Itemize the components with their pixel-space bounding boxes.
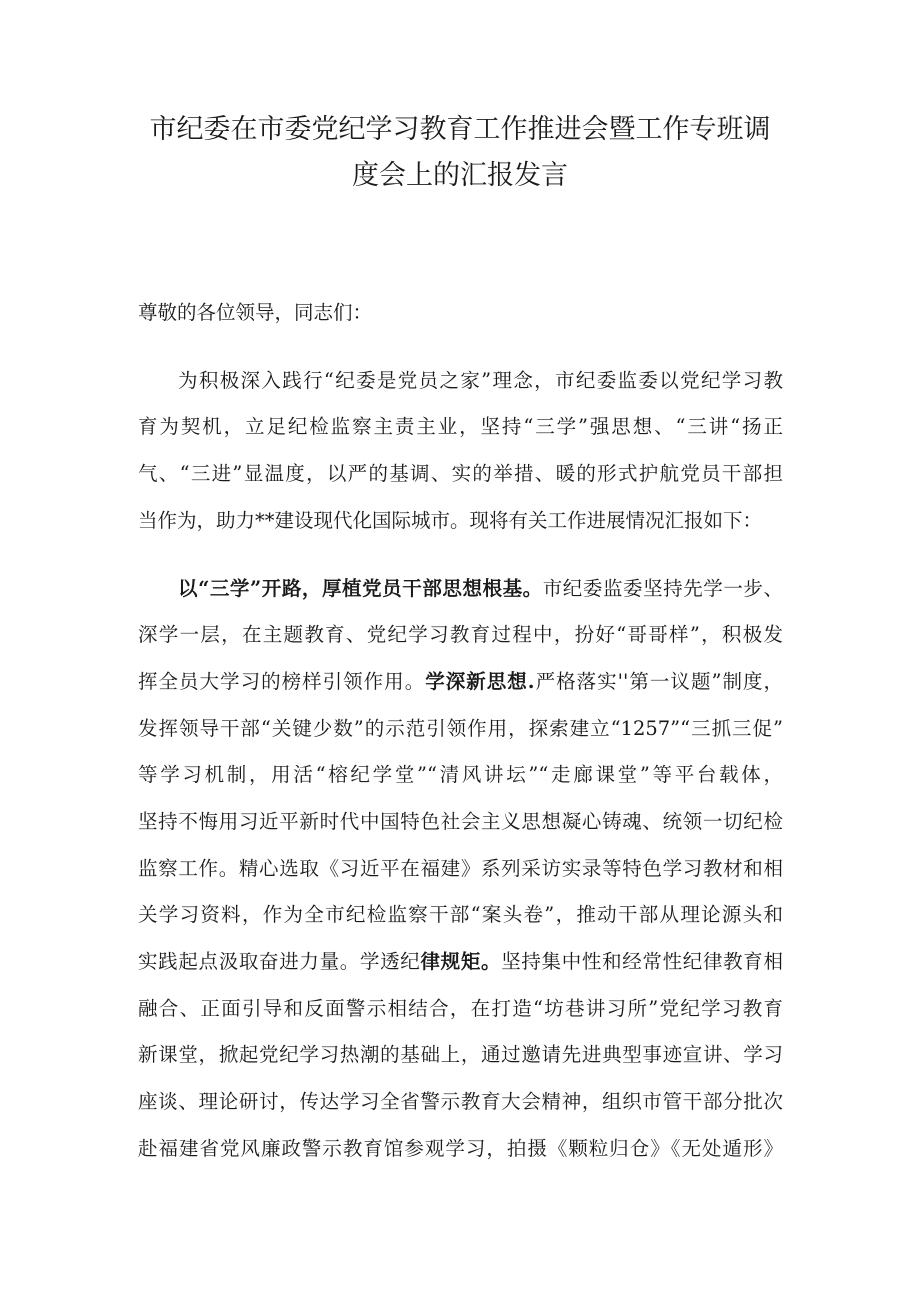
section1-line-9-post: 坚持集中性和经常性纪律教育相 — [501, 950, 783, 973]
section1-line-3-pre: 挥全员大学习的榜样引领作用。 — [138, 670, 426, 693]
document-title-line-2: 度会上的汇报发言 — [352, 160, 568, 191]
intro-line-3: 气、“三进”显温度，以严的基调、实的举措、暖的形式护航党员干部担 — [138, 462, 783, 485]
section1-line-3-post: 严格落实''第一议题”制度， — [534, 670, 783, 693]
subheading-study-thought: 学深新思想. — [425, 670, 535, 693]
section1-line-1 — [178, 571, 783, 607]
section1-line-11: 新课堂，掀起党纪学习热潮的基础上，通过邀请先进典型事迹宣讲、学习 — [138, 1043, 783, 1066]
section1-line-2: 深学一层，在主题教育、党纪学习教育过程中，扮好“哥哥样”，积极发 — [138, 623, 783, 646]
salutation: 尊敬的各位领导，同志们： — [138, 301, 373, 324]
section1-line-10: 融合、正面引导和反面警示相结合，在打造“坊巷讲习所”党纪学习教育 — [138, 997, 783, 1020]
section1-line-4: 发挥领导干部“关键少数”的示范引领作用，探索建立“1257”“三抓三促” — [138, 717, 783, 740]
intro-line-2: 育为契机，立足纪检监察主责主业，坚持“三学”强思想、“三讲“扬正 — [138, 415, 783, 438]
section1-line-1-text: 市纪委监委坚持先学一步、 — [542, 577, 783, 600]
section1-line-12: 座谈、理论研讨，传达学习全省警示教育大会精神，组织市管干部分批次 — [138, 1090, 783, 1113]
section1-line-9-pre: 实践起点汲取奋进力量。学透纪 — [138, 950, 421, 973]
section1-line-3 — [138, 664, 783, 700]
intro-line-4: 当作为，助力**建设现代化国际城市。现将有关工作进展情况汇报如下： — [138, 509, 763, 532]
section1-line-5: 等学习机制，用活“榕纪学堂”“清风讲坛”“走廊课堂”等平台载体， — [138, 763, 783, 786]
intro-line-1: 为积极深入践行“纪委是党员之家”理念，市纪委监委以党纪学习教 — [178, 369, 783, 392]
section1-line-8: 关学习资料，作为全市纪检监察干部“案头卷”，推动干部从理论源头和 — [138, 903, 783, 926]
document-title-line-1: 市纪委在市委党纪学习教育工作推进会暨工作专班调 — [149, 114, 771, 145]
section1-heading: 以“三学”开路，厚植党员干部思想根基。 — [178, 577, 543, 600]
section1-line-13: 赴福建省党风廉政警示教育馆参观学习，拍摄《颗粒归仓》《无处遁形》 — [138, 1137, 783, 1160]
section1-line-6: 坚持不悔用习近平新时代中国特色社会主义思想凝心铸魂、统领一切纪检 — [138, 810, 783, 833]
section1-line-9 — [138, 944, 783, 980]
subheading-study-rules: 律规矩。 — [420, 950, 502, 973]
section1-line-7: 监察工作。精心选取《习近平在福建》系列采访实录等特色学习教材和相 — [138, 857, 783, 880]
